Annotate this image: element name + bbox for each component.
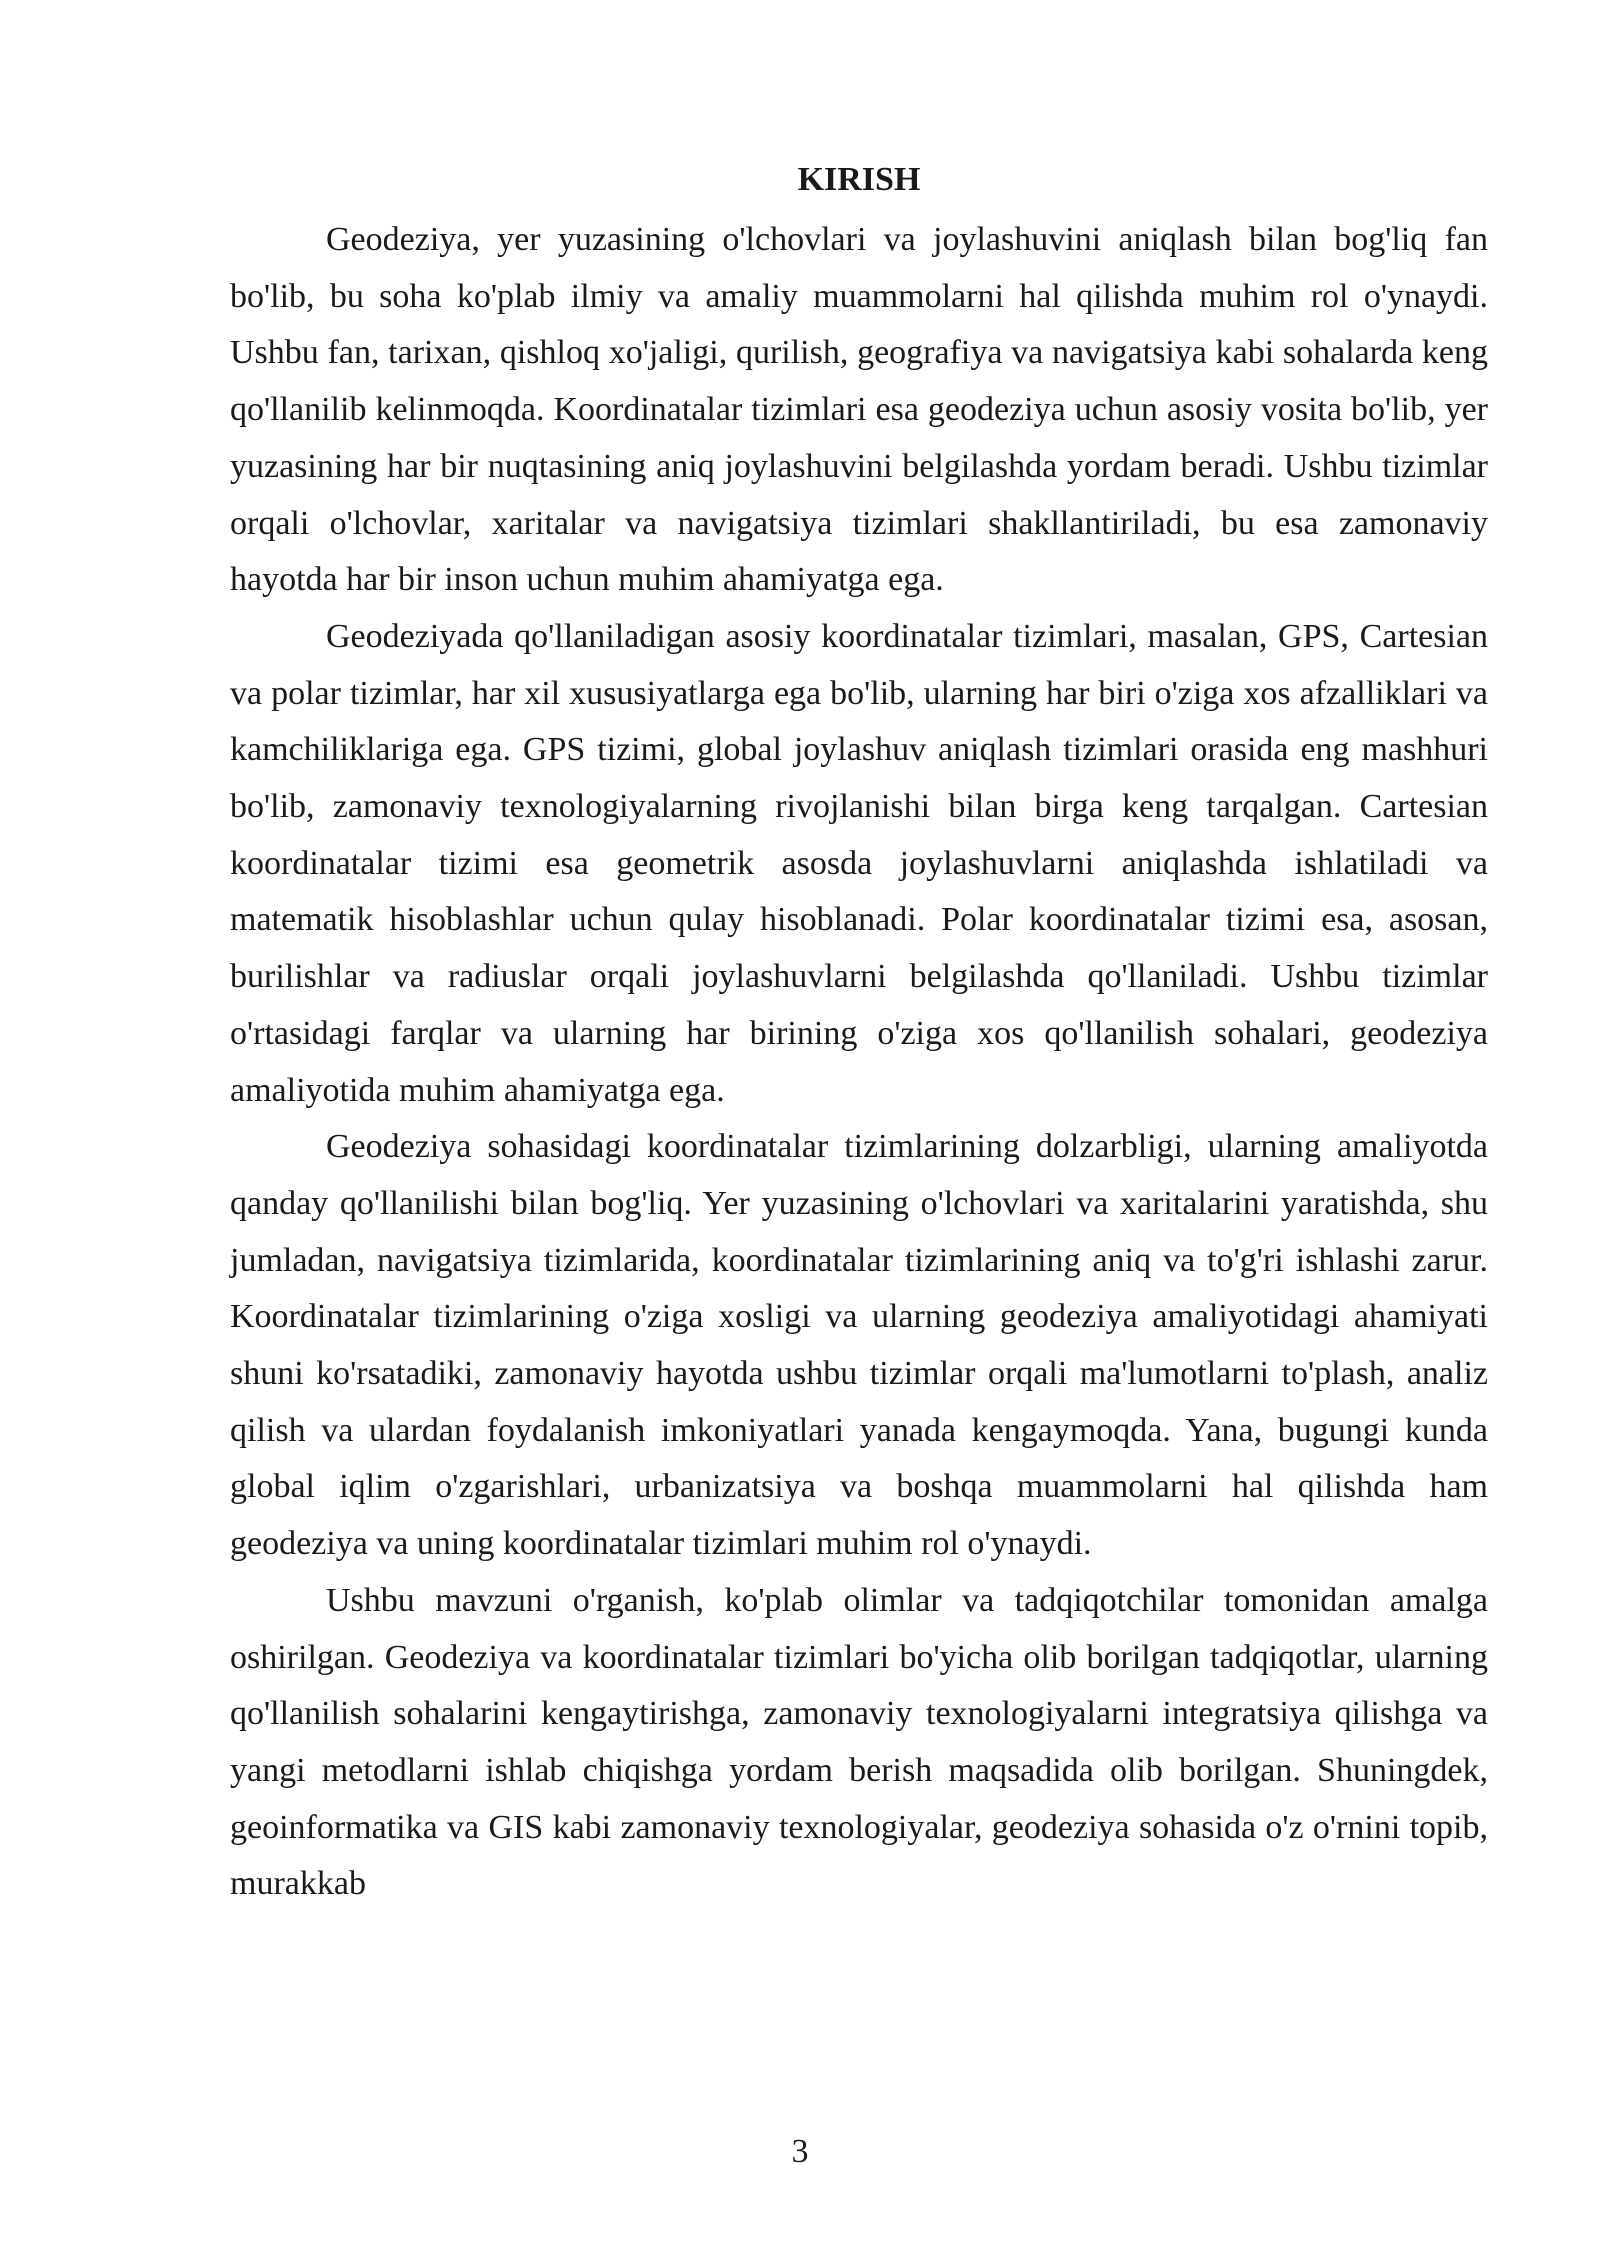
section-title: KIRISH	[797, 161, 921, 198]
paragraph-4: Ushbu mavzuni o'rganish, ko'plab olimlar va tadqiqotchilar tomonidan amalga oshirilgan. Geodeziya va koordinatalar tizimlari bo'yicha olib borilgan tadqiqotlar, ularning qo'llanilish sohalarini kengaytirishga, zamonaviy texnologiyalarni integratsiya qilishga va yangi metodlarni ishlab chiqishga yordam berish maqsadida olib borilgan. Shuningdek, geoinformatika va GIS kabi zamonaviy texnologiyalar, geodeziya sohasida o'z o'rnini topib, murakkab	[230, 1581, 1488, 1903]
paragraph-3: Geodeziya sohasidagi koordinatalar tizimlarining dolzarbligi, ularning amaliyotda qanday qo'llanilishi bilan bog'liq. Yer yuzasining o'lchovlari va xaritalarini yaratishda, shu jumladan, navigatsiya tizimlarida, koordinatalar tizimlarining aniq va to'g'ri ishlashi zarur. Koordinatalar tizimlarining o'ziga xosligi va ularning geodeziya amaliyotidagi ahamiyati shuni ko'rsatadiki, zamonaviy hayotda ushbu tizimlar orqali ma'lumotlarni to'plash, analiz qilish va ulardan foydalanish imkoniyatlari yanada kengaymoqda. Yana, bugungi kunda global iqlim o'zgarishlari, urbanizatsiya va boshqa muammolarni hal qilishda ham geodeziya va uning koordinatalar tizimlari muhim rol o'ynaydi.	[230, 1128, 1488, 1563]
document-page	[230, 160, 1488, 1913]
paragraph-2: Geodeziyada qo'llaniladigan asosiy koordinatalar tizimlari, masalan, GPS, Cartesian va polar tizimlar, har xil xususiyatlarga ega bo'lib, ularning har biri o'ziga xos afzalliklari va kamchiliklariga ega. GPS tizimi, global joylashuv aniqlash tizimlari orasida eng mashhuri bo'lib, zamonaviy texnologiyalarning rivojlanishi bilan birga keng tarqalgan. Cartesian koordinatalar tizimi esa geometrik asosda joylashuvlarni aniqlashda ishlatiladi va matematik hisoblashlar uchun qulay hisoblanadi. Polar koordinatalar tizimi esa, asosan, burilishlar va radiuslar orqali joylashuvlarni belgilashda qo'llaniladi. Ushbu tizimlar o'rtasidagi farqlar va ularning har birining o'ziga xos qo'llanilish sohalari, geodeziya amaliyotida muhim ahamiyatga ega.	[230, 617, 1488, 1109]
paragraph-1: Geodeziya, yer yuzasining o'lchovlari va joylashuvini aniqlash bilan bog'liq fan bo'lib, bu soha ko'plab ilmiy va amaliy muammolarni hal qilishda muhim rol o'ynaydi. Ushbu fan, tarixan, qishloq xo'jaligi, qurilish, geografiya va navigatsiya kabi sohalarda keng qo'llanilib kelinmoqda. Koordinatalar tizimlari esa geodeziya uchun asosiy vosita bo'lib, yer yuzasining har bir nuqtasining aniq joylashuvini belgilashda yordam beradi. Ushbu tizimlar orqali o'lchovlar, xaritalar va navigatsiya tizimlari shakllantiriladi, bu esa zamonaviy hayotda har bir inson uchun muhim ahamiyatga ega.	[230, 221, 1488, 599]
page-number: 3	[791, 2133, 809, 2170]
